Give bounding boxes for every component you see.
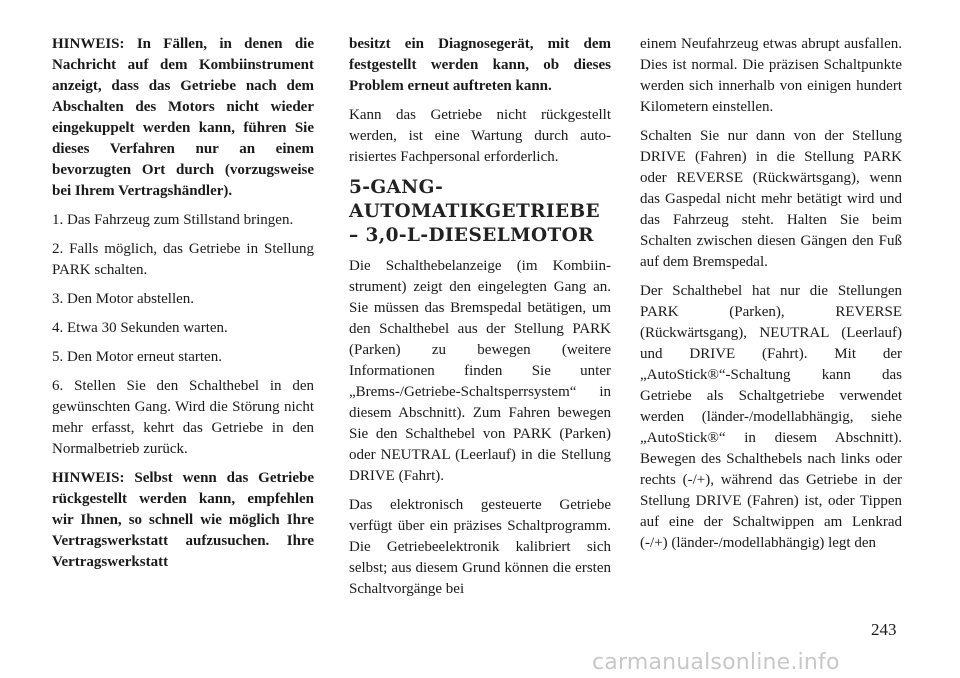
note-workshop: HINWEIS: Selbst wenn das Getriebe rückgestellt werden kann, empfehlen wir Ihnen, so schnell wie möglich Ihre Vertragswerkstatt aufzusuchen. Ihre Vertragswerkstatt (52, 470, 314, 570)
column-right (640, 34, 902, 562)
step-3: 3. Den Motor abstellen. (52, 291, 195, 307)
watermark-text: carmanualsonline.info (592, 650, 840, 675)
step-1: 1. Das Fahrzeug zum Stillstand bringen. (52, 212, 294, 228)
paragraph-shift-indicator: Die Schalthebelanzeige (im Kombiinstrument) zeigt den eingelegten Gang an. Sie müssen das Bremspedal betätigen, um den Schalthebel aus der Stellung PARK (Parken) zu bewegen (weitere Informationen finden Sie unter „Brems-/Getriebe-Schaltsperrsystem“ in diesem Abschnitt). Zum Fahren bewegen Sie den Schalthebel von PARK (Parken) oder NEUTRAL (Leerlauf) in die Stellung DRIVE (Fahrt). (349, 258, 611, 484)
paragraph-electronic-control: Das elektronisch gesteuerte Getriebe verfügt über ein präzises Schaltprogramm. Die Getriebeelektronik kalibriert sich selbst; aus diesem Grund können die ersten Schaltvorgänge bei (349, 497, 611, 597)
paragraph-shift-positions: Der Schalthebel hat nur die Stellungen PARK (Parken), REVERSE (Rückwärtsgang), NEUTRAL (Leerlauf) und DRIVE (Fahrt). Mit der „AutoStick®“-Schaltung kann das Getriebe als Schaltgetriebe verwendet werden (länder-/modellabhängig, siehe „AutoStick®“ in diesem Abschnitt). Bewegen des Schalthebels nach links oder rechts (-/+), während das Getriebe in der Stellung DRIVE (Fahren) ist, oder Tippen auf eine der Schaltwippen am Lenkrad (-/+) (länder-/modellabhängig) legt den (640, 283, 902, 551)
column-left (52, 34, 314, 581)
note-transmission-restart: HINWEIS: In Fällen, in denen die Nachricht auf dem Kombiinstrument anzeigt, dass das Getriebe nach dem Abschalten des Motors nicht wieder eingekuppelt werden kann, führen Sie dieses Verfahren nur an einem bevorzugten Ort durch (vorzugsweise bei Ihrem Vertragshändler). (52, 36, 314, 199)
note-workshop-continued: besitzt ein Diagnosegerät, mit dem festgestellt werden kann, ob dieses Problem erneut auftreten kann. (349, 36, 611, 94)
page-number: 243 (871, 620, 897, 639)
section-heading: 5-GANG-AUTOMATIKGETRIEBE – 3,0-L-DIESELMOTOR (349, 177, 601, 246)
paragraph-shift-drive-park: Schalten Sie nur dann von der Stellung DRIVE (Fahren) in die Stellung PARK oder REVERSE (Rückwärtsgang), wenn das Gaspedal nicht mehr betätigt wird und das Fahrzeug steht. Halten Sie beim Schalten zwischen diesen Gängen den Fuß auf dem Bremspedal. (640, 128, 902, 270)
step-5: 5. Den Motor erneut starten. (52, 349, 222, 365)
paragraph-new-vehicle: einem Neufahrzeug etwas abrupt ausfallen. Dies ist normal. Die präzisen Schaltpunkte werden sich innerhalb von einigen hundert Kilometern einstellen. (640, 36, 902, 115)
step-4: 4. Etwa 30 Sekunden warten. (52, 320, 228, 336)
paragraph-service: Kann das Getriebe nicht rückgestellt werden, ist eine Wartung durch autorisiertes Fachpersonal erforderlich. (349, 107, 611, 165)
step-2: 2. Falls möglich, das Getriebe in Stellung PARK schalten. (52, 241, 314, 278)
column-middle (349, 34, 611, 608)
step-6: 6. Stellen Sie den Schalthebel in den gewünschten Gang. Wird die Störung nicht mehr erfasst, kehrt das Getriebe in den Normalbetrieb zurück. (52, 378, 314, 457)
